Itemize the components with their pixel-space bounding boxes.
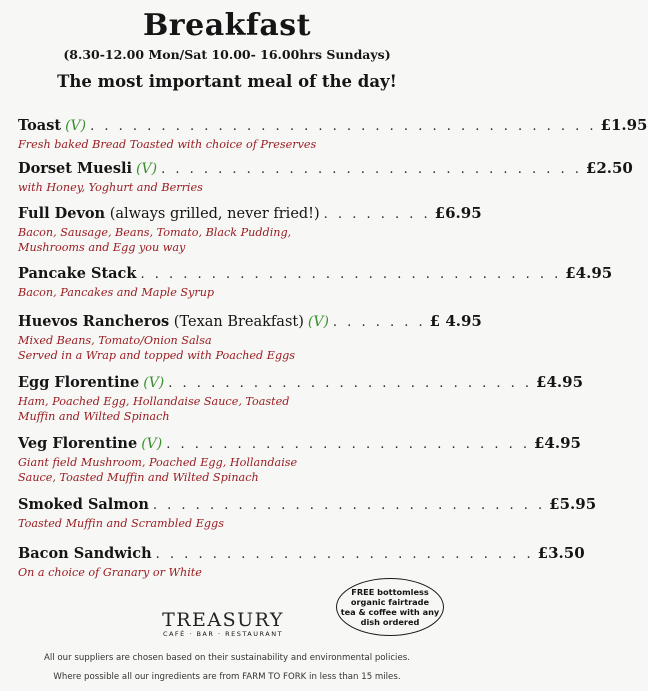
badge-line: dish ordered xyxy=(360,617,420,627)
menu-item-line xyxy=(18,544,585,566)
menu-item-description: Sauce, Toasted Muffin and Wilted Spinach xyxy=(18,471,259,484)
menu-item-description: Toasted Muffin and Scrambled Eggs xyxy=(18,517,224,530)
leader-dots: . . . . . . . . xyxy=(323,207,431,222)
menu-title: Breakfast xyxy=(142,8,312,43)
logo-subtitle: CAFÉ · BAR · RESTAURANT xyxy=(162,630,284,638)
menu-item-note: (Texan Breakfast) xyxy=(169,314,304,330)
menu-item-name xyxy=(18,374,139,391)
menu-item-title: Full Devon xyxy=(18,205,106,222)
menu-item xyxy=(18,116,648,153)
menu-item-description: Mixed Beans, Tomato/Onion Salsa xyxy=(18,334,212,347)
menu-item-description: Served in a Wrap and topped with Poached Eggs xyxy=(18,349,296,362)
menu-item-line xyxy=(18,204,482,226)
menu-item-name xyxy=(18,435,137,452)
menu-item-description: Bacon, Sausage, Beans, Tomato, Black Pudding, xyxy=(18,226,292,239)
menu-item xyxy=(18,264,613,301)
menu-item xyxy=(18,434,581,486)
vegetarian-mark: (V) xyxy=(136,161,158,177)
leader-dots: . . . . . . . . . . . . . . . . . . . . . . . . . . xyxy=(168,376,533,391)
menu-item-price: £4.95 xyxy=(536,373,584,391)
menu-item-name xyxy=(18,265,136,282)
opening-hours: (8.30-12.00 Mon/Sat 10.00- 16.00hrs Sundays) xyxy=(63,47,391,62)
menu-item xyxy=(18,373,584,425)
menu-item-name xyxy=(18,205,320,222)
menu-item xyxy=(18,544,585,581)
menu-item-line xyxy=(18,116,648,138)
menu-item-line xyxy=(18,495,597,517)
leader-dots: . . . . . . . . . . . . . . . . . . . . . . . . . . . . . . xyxy=(161,162,582,177)
menu-item-name xyxy=(18,313,304,330)
menu-item-description: with Honey, Yoghurt and Berries xyxy=(18,181,203,194)
menu-item-name xyxy=(18,117,61,134)
menu-item-price: £ 4.95 xyxy=(429,312,482,330)
vegetarian-mark: (V) xyxy=(65,118,87,134)
menu-item-title: Smoked Salmon xyxy=(18,496,149,513)
menu-item-title: Veg Florentine xyxy=(18,435,138,452)
leader-dots: . . . . . . . . . . . . . . . . . . . . . . . . . . . . . . xyxy=(140,267,562,282)
leader-dots: . . . . . . . . . . . . . . . . . . . . . . . . . . . xyxy=(155,547,534,562)
menu-item-title: Huevos Rancheros xyxy=(18,313,170,330)
menu-item xyxy=(18,159,633,196)
vegetarian-mark: (V) xyxy=(307,314,329,330)
logo-name: TREASURY xyxy=(162,609,284,631)
menu-item-line xyxy=(18,373,584,395)
menu-item-title: Dorset Muesli xyxy=(18,160,133,177)
menu-item-title: Pancake Stack xyxy=(18,265,137,282)
menu-item xyxy=(18,495,597,532)
menu-item xyxy=(18,312,482,364)
badge-line: tea & coffee with any xyxy=(340,607,440,617)
menu-item-description: Bacon, Pancakes and Maple Syrup xyxy=(18,286,215,299)
menu-item-price: £2.50 xyxy=(585,159,633,177)
menu-item-price: £6.95 xyxy=(434,204,482,222)
menu-item-description: Ham, Poached Egg, Hollandaise Sauce, Toasted xyxy=(18,395,290,408)
menu-item-name xyxy=(18,496,149,513)
menu-item-price: £1.95 xyxy=(600,116,648,134)
menu-item-line xyxy=(18,159,633,181)
menu-item-price: £4.95 xyxy=(533,434,581,452)
menu-item-line xyxy=(18,434,581,456)
vegetarian-mark: (V) xyxy=(141,436,163,452)
menu-item-description: Muffin and Wilted Spinach xyxy=(18,410,170,423)
menu-item-title: Bacon Sandwich xyxy=(18,545,152,562)
menu-item-name xyxy=(18,545,152,562)
leader-dots: . . . . . . . . . . . . . . . . . . . . . . . . . . . . xyxy=(152,498,546,513)
menu-item-title: Egg Florentine xyxy=(18,374,140,391)
badge-line: organic fairtrade xyxy=(350,597,430,607)
menu-item xyxy=(18,204,482,256)
leader-dots: . . . . . . . . . . . . . . . . . . . . . . . . . . . . . . . . . . . . xyxy=(90,119,597,134)
vegetarian-mark: (V) xyxy=(143,375,165,391)
menu-item-line xyxy=(18,312,482,334)
menu-item-name xyxy=(18,160,132,177)
menu-item-note: (always grilled, never fried!) xyxy=(105,206,320,222)
badge-line: FREE bottomless xyxy=(351,587,429,597)
menu-item-price: £3.50 xyxy=(537,544,585,562)
treasury-logo xyxy=(138,609,308,638)
menu-item-description: Mushrooms and Egg you way xyxy=(18,241,186,254)
footer-suppliers: All our suppliers are chosen based on their sustainability and environmental policies. xyxy=(44,653,410,663)
free-coffee-badge xyxy=(336,578,444,636)
menu-item-title: Toast xyxy=(18,117,62,134)
menu-item-description: On a choice of Granary or White xyxy=(18,566,202,579)
menu-item-price: £4.95 xyxy=(565,264,613,282)
leader-dots: . . . . . . . xyxy=(332,315,426,330)
menu-item-line xyxy=(18,264,613,286)
menu-item-description: Giant field Mushroom, Poached Egg, Hollandaise xyxy=(18,456,298,469)
menu-item-description: Fresh baked Bread Toasted with choice of Preserves xyxy=(18,138,317,151)
leader-dots: . . . . . . . . . . . . . . . . . . . . . . . . . . xyxy=(166,437,530,452)
footer-farm-to-fork: Where possible all our ingredients are from FARM TO FORK in less than 15 miles. xyxy=(53,672,401,682)
tagline: The most important meal of the day! xyxy=(57,72,397,91)
menu-item-price: £5.95 xyxy=(549,495,597,513)
